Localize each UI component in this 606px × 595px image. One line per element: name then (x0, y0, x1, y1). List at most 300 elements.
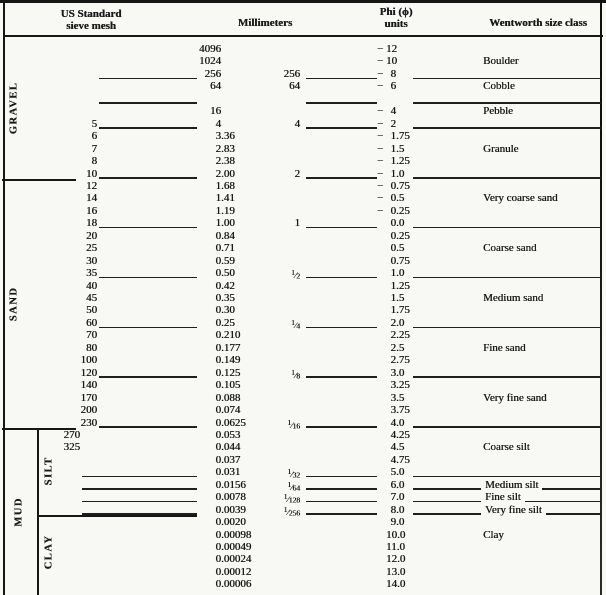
mm-int-part: 0 (215, 466, 221, 479)
phi-frac-part: .5 (396, 391, 405, 404)
fraction-cell (240, 566, 300, 578)
phi-int-part: 0 (390, 217, 396, 230)
phi-int-part: 4 (390, 441, 396, 454)
mm-frac-part: .00 (221, 217, 235, 230)
mm-int-part: 256 (204, 67, 221, 80)
sieve-mesh-cell (40, 329, 197, 341)
phi-int-part: 12 (386, 43, 397, 55)
fraction-cell (240, 230, 300, 242)
sieve-mesh-value: 16 (86, 204, 97, 217)
phi-minus-sign (377, 454, 386, 466)
phi-int-part: 6 (390, 478, 396, 491)
fraction-underline (306, 177, 377, 178)
mm-frac-part: .0039 (221, 503, 246, 516)
wentworth-cell (413, 354, 601, 366)
table-row (0, 392, 606, 404)
phi-frac-part: .75 (396, 404, 410, 417)
fraction-underline (306, 78, 377, 79)
phi-minus-sign: − (377, 67, 384, 80)
table-row (0, 68, 606, 80)
phi-frac-part: .0 (396, 366, 405, 379)
fraction-cell (240, 578, 300, 590)
phi-int-part: 0 (390, 242, 396, 255)
wentworth-cell (413, 118, 601, 130)
fraction-slash: ⁄ (291, 469, 293, 480)
phi-minus-sign (377, 342, 386, 354)
sieve-mesh-cell (40, 529, 197, 541)
phi-minus-sign (377, 242, 386, 254)
mm-int-part: 1 (215, 179, 221, 192)
wentworth-cell (413, 180, 601, 192)
wentworth-cell (413, 80, 601, 92)
table-row (0, 130, 606, 142)
phi-minus-sign (377, 317, 386, 329)
phi-frac-part: .0 (396, 316, 405, 329)
table-row (0, 504, 606, 516)
sieve-mesh-underline (99, 127, 197, 128)
fraction-underline (306, 327, 377, 328)
sieve-mesh-cell (40, 541, 197, 553)
table-row (0, 267, 606, 279)
fraction-numerator: 1 (283, 492, 288, 502)
phi-minus-sign (377, 504, 386, 516)
phi-frac-part: .25 (396, 279, 410, 292)
wentworth-cell (413, 504, 601, 516)
phi-int-part: 4 (390, 453, 396, 466)
section-label-silt: SILT (43, 456, 55, 486)
phi-minus-sign: − (377, 55, 384, 68)
fraction-cell (240, 280, 300, 292)
mm-frac-part: .71 (221, 242, 235, 255)
wentworth-line-left (413, 376, 601, 377)
phi-minus-sign: − (377, 155, 384, 168)
table-row (0, 43, 606, 55)
mm-frac-part: .210 (221, 329, 241, 342)
phi-frac-part: .0 (397, 528, 406, 541)
phi-int-part: 8 (390, 503, 396, 516)
phi-frac-part: .0 (397, 565, 406, 578)
phi-minus-sign (377, 217, 386, 229)
section-label-sand: SAND (8, 286, 20, 322)
mm-frac-part: .84 (221, 229, 235, 242)
phi-frac-part: .75 (396, 254, 410, 267)
sieve-mesh-cell (40, 105, 197, 117)
sieve-mesh-cell (40, 118, 197, 130)
wentworth-cell (413, 516, 601, 528)
fraction-cell (240, 479, 300, 491)
fraction-underline (306, 277, 377, 278)
mm-int-part: 2 (215, 155, 221, 168)
fraction-underline (306, 476, 377, 477)
phi-frac-part: .75 (396, 304, 410, 317)
fraction-cell (240, 529, 300, 541)
sieve-mesh-cell (40, 304, 197, 316)
phi-minus-sign (377, 354, 386, 366)
wentworth-line-left (413, 501, 481, 502)
wentworth-cell (413, 491, 601, 503)
wentworth-class-label: Medium silt (485, 478, 539, 491)
phi-minus-sign (377, 466, 386, 478)
wentworth-cell (413, 404, 601, 416)
mm-int-part: 1 (215, 204, 221, 217)
wentworth-class-label: Medium sand (483, 292, 544, 304)
phi-frac-part: .5 (396, 341, 405, 354)
phi-int-part: 3 (390, 379, 396, 392)
table-row (0, 105, 606, 117)
fraction-cell (240, 404, 300, 416)
fraction-cell (240, 441, 300, 453)
sieve-mesh-value: 325 (63, 441, 80, 454)
phi-minus-sign: − (377, 142, 384, 155)
table-row (0, 479, 606, 491)
fraction-underline (306, 426, 377, 427)
sieve-mesh-underline (99, 102, 197, 103)
table-row (0, 417, 606, 429)
fraction-denominator: 256 (288, 508, 300, 518)
table-row (0, 143, 606, 155)
mm-frac-part: .0625 (221, 416, 246, 429)
phi-frac-part: .5 (396, 242, 405, 255)
phi-minus-sign (377, 491, 386, 503)
mm-frac-part: .00006 (221, 578, 252, 591)
wentworth-cell (413, 242, 601, 254)
table-row (0, 192, 606, 204)
sieve-mesh-cell (40, 404, 197, 416)
fraction-cell (240, 504, 300, 516)
phi-frac-part: .0 (396, 416, 405, 429)
mm-int-part: 0 (215, 366, 221, 379)
wentworth-cell (413, 329, 601, 341)
sieve-mesh-cell (40, 192, 197, 204)
sieve-mesh-cell (40, 255, 197, 267)
fraction-slash: ⁄ (294, 270, 297, 281)
phi-int-part: 10 (386, 528, 397, 541)
mm-int-part: 0 (215, 578, 221, 591)
phi-frac-part: .0 (396, 503, 405, 516)
fraction-underline (306, 127, 377, 128)
mm-int-part: 0 (215, 341, 221, 354)
mm-int-part: 0 (215, 428, 221, 441)
fraction-cell: 2 (294, 167, 300, 180)
sieve-mesh-cell (40, 354, 197, 366)
phi-frac-part: .0 (396, 516, 405, 529)
sieve-mesh-cell (40, 180, 197, 192)
mm-frac-part: .00012 (221, 565, 252, 578)
phi-minus-sign (377, 529, 386, 541)
wentworth-cell (413, 304, 601, 316)
fraction-cell (240, 205, 300, 217)
fraction-numerator: 1 (287, 417, 292, 427)
fraction-cell (240, 342, 300, 354)
mm-int-part: 0 (215, 453, 221, 466)
sieve-mesh-cell (40, 504, 197, 516)
phi-minus-sign: − (377, 179, 384, 192)
fraction-denominator: 2 (296, 271, 300, 281)
phi-frac-part: .0 (396, 491, 405, 504)
wentworth-cell (413, 379, 601, 391)
phi-minus-sign (377, 516, 386, 528)
sieve-mesh-value: 100 (80, 354, 97, 367)
mm-frac-part: .105 (221, 379, 241, 392)
table-row (0, 367, 606, 379)
fraction-slash: ⁄ (287, 506, 289, 517)
wentworth-cell (413, 105, 601, 117)
table-row (0, 205, 606, 217)
phi-minus-sign (377, 304, 386, 316)
mm-frac-part: .59 (221, 254, 235, 267)
fraction-denominator: 64 (292, 483, 300, 493)
wentworth-cell (413, 479, 601, 491)
mm-int-part: 0 (215, 391, 221, 404)
table-row (0, 566, 606, 578)
mm-int-part: 0 (215, 441, 221, 454)
fraction-underline (306, 501, 377, 502)
sieve-mesh-value: 35 (86, 267, 97, 280)
sieve-mesh-cell (40, 441, 197, 453)
wentworth-cell (413, 230, 601, 242)
phi-minus-sign: − (377, 167, 384, 180)
wentworth-cell (413, 529, 601, 541)
phi-int-part: 4 (390, 428, 396, 441)
mm-int-part: 0 (215, 254, 221, 267)
wentworth-line-left (413, 227, 601, 228)
fraction-denominator: 128 (288, 495, 300, 505)
wentworth-class-label: Very fine sand (483, 391, 547, 404)
table-row (0, 304, 606, 316)
fraction-numerator: 1 (283, 504, 288, 514)
phi-minus-sign (377, 267, 386, 279)
wentworth-line-left (413, 327, 601, 328)
wentworth-cell (413, 367, 601, 379)
fraction-denominator: 8 (296, 371, 300, 381)
sieve-mesh-cell (40, 55, 197, 67)
phi-minus-sign: − (377, 80, 384, 93)
wentworth-cell (413, 292, 601, 304)
fraction-cell (240, 354, 300, 366)
sieve-mesh-cell (40, 130, 197, 142)
fraction-cell (240, 379, 300, 391)
sieve-mesh-cell (40, 491, 197, 503)
wentworth-cell (413, 43, 601, 55)
mm-frac-part: .031 (221, 466, 241, 479)
wentworth-class-label: Very coarse sand (483, 192, 558, 205)
phi-minus-sign (377, 93, 386, 105)
sieve-mesh-cell (40, 217, 197, 229)
mm-int-part (185, 93, 221, 105)
phi-frac-part: .25 (396, 428, 410, 441)
phi-int-part: 8 (390, 67, 396, 80)
mm-int-part: 0 (215, 478, 221, 491)
phi-frac-part: .75 (396, 130, 410, 143)
table-row (0, 55, 606, 67)
phi-int-part: 0 (390, 229, 396, 242)
table-row (0, 454, 606, 466)
wentworth-class-label: Fine silt (485, 491, 521, 504)
mm-frac-part: .177 (221, 341, 241, 354)
phi-frac-part: .25 (396, 379, 410, 392)
phi-minus-sign: − (377, 192, 384, 205)
wentworth-line-left (413, 102, 601, 103)
sieve-mesh-value: 40 (86, 279, 97, 292)
sieve-mesh-underline (82, 501, 197, 502)
mm-frac-part: .36 (221, 130, 235, 143)
wentworth-cell (413, 317, 601, 329)
sieve-mesh-value: 14 (86, 192, 97, 205)
mm-int-part: 4096 (199, 43, 221, 55)
wentworth-cell (413, 68, 601, 80)
section-label-mud: MUD (13, 497, 25, 527)
sieve-mesh-underline (99, 177, 197, 178)
wentworth-cell (413, 454, 601, 466)
phi-frac-part: .5 (396, 292, 405, 304)
fraction-slash: ⁄ (287, 494, 289, 505)
table-row (0, 329, 606, 341)
fraction-cell (240, 417, 300, 429)
sieve-mesh-cell (40, 155, 197, 167)
fraction-slash: ⁄ (291, 481, 293, 492)
mm-int-part: 0 (215, 491, 221, 504)
phi-int-part: 5 (390, 466, 396, 479)
wentworth-class-label: Boulder (483, 55, 519, 68)
header-phi-line1: Phi (ϕ) (379, 6, 413, 18)
table-row (0, 441, 606, 453)
phi-int-part: 0 (390, 192, 396, 205)
fraction-cell (240, 541, 300, 553)
mm-frac-part: .0020 (221, 516, 246, 529)
sieve-mesh-value: 30 (86, 254, 97, 267)
mm-frac-part: .044 (221, 441, 241, 454)
phi-int-part: 2 (390, 329, 396, 342)
phi-minus-sign: − (377, 117, 384, 130)
table-row (0, 491, 606, 503)
sieve-mesh-cell (40, 93, 197, 105)
wentworth-line-left (413, 488, 481, 489)
phi-minus-sign (377, 541, 386, 553)
fraction-numerator: 1 (291, 367, 295, 377)
wentworth-cell (413, 541, 601, 553)
mm-frac-part: .41 (221, 192, 235, 205)
sieve-mesh-cell (40, 342, 197, 354)
fraction-cell (240, 429, 300, 441)
sieve-mesh-underline (82, 488, 197, 489)
wentworth-cell (413, 392, 601, 404)
mm-frac-part: .088 (221, 391, 241, 404)
phi-minus-sign: − (377, 43, 384, 55)
wentworth-cell (413, 429, 601, 441)
sieve-mesh-value: 6 (91, 130, 97, 143)
table-row (0, 429, 606, 441)
phi-frac-part: .75 (396, 179, 410, 192)
phi-minus-sign (377, 404, 386, 416)
sieve-mesh-cell (40, 367, 197, 379)
fraction-denominator: 32 (292, 470, 300, 480)
phi-int-part: 10 (386, 55, 397, 68)
sieve-mesh-value: 50 (86, 304, 97, 317)
header-millimeters: Millimeters (237, 17, 293, 29)
mm-int-part: 16 (210, 105, 221, 118)
mm-frac-part: .68 (221, 179, 235, 192)
table-row (0, 168, 606, 180)
wentworth-cell (413, 466, 601, 478)
sieve-mesh-cell (40, 80, 197, 92)
phi-minus-sign (377, 566, 386, 578)
fraction-cell (240, 105, 300, 117)
wentworth-cell (413, 441, 601, 453)
sieve-mesh-value: 140 (80, 379, 97, 392)
phi-minus-sign (377, 392, 386, 404)
phi-int-part: 2 (390, 316, 396, 329)
phi-frac-part: .0 (396, 217, 405, 230)
mm-frac-part: .00 (221, 167, 235, 180)
fraction-slash: ⁄ (294, 320, 297, 331)
mm-frac-part: .35 (221, 292, 235, 304)
phi-frac-part: .25 (396, 229, 410, 242)
sieve-mesh-cell (40, 230, 197, 242)
table-row (0, 242, 606, 254)
sieve-mesh-underline (82, 476, 197, 477)
phi-int-part: 9 (390, 516, 396, 529)
wentworth-cell (413, 93, 601, 105)
sieve-mesh-cell (40, 466, 197, 478)
mm-frac-part: .053 (221, 428, 241, 441)
mm-frac-part: .074 (221, 404, 241, 417)
fraction-cell (240, 43, 300, 55)
wentworth-cell (413, 155, 601, 167)
fraction-cell (240, 553, 300, 565)
phi-frac-part: .0 (397, 578, 406, 591)
sieve-mesh-value: 80 (86, 341, 97, 354)
fraction-cell (240, 55, 300, 67)
header-sieve-mesh-line1: US Standard (60, 8, 122, 20)
section-label-clay: CLAY (43, 534, 55, 570)
phi-int-part: 7 (390, 491, 396, 504)
table-row (0, 354, 606, 366)
fraction-cell (240, 242, 300, 254)
sieve-mesh-cell (40, 379, 197, 391)
fraction-slash: ⁄ (291, 419, 293, 430)
sieve-mesh-cell (40, 392, 197, 404)
sieve-mesh-value: 18 (86, 217, 97, 230)
phi-int-part: 1 (390, 142, 396, 155)
mm-frac-part: .38 (221, 155, 235, 168)
phi-int-part: 1 (390, 292, 396, 304)
phi-frac-part: .0 (396, 478, 405, 491)
sieve-mesh-value: 10 (86, 167, 97, 180)
phi-minus-sign (377, 578, 386, 590)
phi-int-part: 3 (390, 404, 396, 417)
fraction-numerator: 1 (291, 317, 295, 327)
phi-int-part: 1 (390, 130, 396, 143)
phi-frac-part: .25 (396, 155, 410, 168)
fraction-cell (240, 491, 300, 503)
sieve-mesh-value: 45 (86, 292, 97, 304)
mm-int-part: 1 (215, 192, 221, 205)
sieve-mesh-value: 200 (80, 404, 97, 417)
phi-int-part: 1 (390, 279, 396, 292)
fraction-underline (306, 227, 377, 228)
phi-frac-part: .25 (396, 204, 410, 217)
sieve-mesh-cell (40, 267, 197, 279)
mm-frac-part: .42 (221, 279, 235, 292)
mm-int-part: 0 (215, 528, 221, 541)
table-row (0, 404, 606, 416)
phi-int-part: 11 (386, 541, 397, 553)
mm-int-part: 0 (215, 416, 221, 429)
sieve-mesh-cell (40, 43, 197, 55)
fraction-cell (240, 454, 300, 466)
phi-int-part (386, 93, 396, 105)
wentworth-cell (413, 55, 601, 67)
